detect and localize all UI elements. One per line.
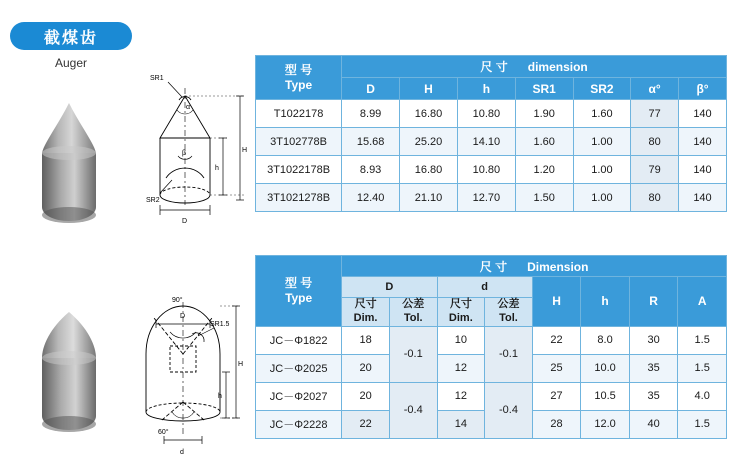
col-header-dimension-en: dimension xyxy=(527,60,588,74)
drawing-label-sr1: SR1 xyxy=(150,75,164,82)
col-header-h: h xyxy=(581,277,630,327)
col-header-SR2: SR2 xyxy=(573,78,631,100)
col-header-d-dim-en: Dim. xyxy=(448,311,473,324)
page-title-badge xyxy=(10,22,132,50)
col-header-type-cn: 型 号 xyxy=(284,62,313,77)
cell-A: 1.5 xyxy=(678,410,727,438)
drawing-label-sr2: SR2 xyxy=(146,197,160,204)
cell-H: 28 xyxy=(532,410,580,438)
cell-h: 10.80 xyxy=(457,156,515,184)
col-header-h: h xyxy=(457,78,515,100)
cell-beta: 140 xyxy=(679,128,727,156)
col-header-dimension xyxy=(342,256,727,277)
table-row xyxy=(256,184,727,212)
cell-D-dim: 22 xyxy=(342,410,390,438)
cell-D-dim: 20 xyxy=(342,382,390,410)
cell-A: 1.5 xyxy=(678,354,727,382)
drawing-label-sr15: SR1.5 xyxy=(210,321,230,328)
col-header-D-tol-cn: 公差 xyxy=(402,298,425,310)
cell-d-tol: -0.4 xyxy=(485,382,533,438)
cell-H: 16.80 xyxy=(400,156,458,184)
drawing-label-d: d xyxy=(180,449,184,456)
col-header-D-dim xyxy=(342,298,390,327)
drawing-label-alpha: α xyxy=(186,104,191,111)
product-photo-bottom xyxy=(14,300,124,445)
col-header-dimension-cn: 尺 寸 xyxy=(480,60,508,74)
dimension-table-bottom xyxy=(255,255,727,439)
cell-d-dim: 12 xyxy=(437,382,485,410)
cell-beta: 140 xyxy=(679,184,727,212)
cell-h: 10.5 xyxy=(581,382,630,410)
col-header-H: H xyxy=(400,78,458,100)
cell-D-tol: -0.4 xyxy=(389,382,437,438)
cell-A: 4.0 xyxy=(678,382,727,410)
cell-R: 35 xyxy=(629,354,677,382)
col-header-dimension xyxy=(342,56,727,78)
drawing-label-90deg: 90° xyxy=(172,297,183,304)
cell-SR1: 1.90 xyxy=(515,100,573,128)
cell-h: 10.0 xyxy=(581,354,630,382)
cell-h: 12.0 xyxy=(581,410,630,438)
technical-drawing-bottom xyxy=(118,262,253,462)
col-header-beta: β° xyxy=(679,78,727,100)
col-header-dimension-en: Dimension xyxy=(527,259,589,274)
cell-h: 10.80 xyxy=(457,100,515,128)
cell-D-dim: 18 xyxy=(342,326,390,354)
cell-d-tol: -0.1 xyxy=(485,326,533,382)
drawing-label-d: D xyxy=(182,218,188,225)
table-row xyxy=(256,326,727,354)
cell-SR1: 1.50 xyxy=(515,184,573,212)
col-header-D-dim-en: Dim. xyxy=(353,311,378,324)
col-header-D-tol xyxy=(389,298,437,327)
cell-alpha: 80 xyxy=(631,184,679,212)
cell-type: 3T1021278B xyxy=(256,184,342,212)
col-header-d-tol-en: Tol. xyxy=(499,311,518,324)
page-title: 截煤齿 xyxy=(43,29,98,47)
cell-H: 27 xyxy=(532,382,580,410)
col-header-D: D xyxy=(342,78,400,100)
cell-SR2: 1.00 xyxy=(573,184,631,212)
col-header-group-D: D xyxy=(342,277,437,298)
cell-SR1: 1.20 xyxy=(515,156,573,184)
cell-d-dim: 12 xyxy=(437,354,485,382)
drawing-label-60deg: 60° xyxy=(158,429,169,436)
drawing-label-H: H xyxy=(242,147,248,154)
col-header-type-en: Type xyxy=(285,77,313,92)
cell-d-dim: 10 xyxy=(437,326,485,354)
cell-type: T1022178 xyxy=(256,100,342,128)
col-header-type-en: Type xyxy=(285,290,313,305)
cell-R: 35 xyxy=(629,382,677,410)
cell-alpha: 80 xyxy=(631,128,679,156)
table-row-header xyxy=(256,56,727,78)
col-header-group-d: d xyxy=(437,277,532,298)
col-header-d-tol-cn: 公差 xyxy=(497,298,520,310)
drawing-label-D: D xyxy=(180,313,186,320)
cell-type: JC－Φ2025 xyxy=(256,354,342,382)
cell-H: 25.20 xyxy=(400,128,458,156)
cell-H: 21.10 xyxy=(400,184,458,212)
cell-D: 15.68 xyxy=(342,128,400,156)
cell-SR2: 1.00 xyxy=(573,156,631,184)
cell-D-dim: 20 xyxy=(342,354,390,382)
drawing-label-beta: β xyxy=(182,150,187,157)
cell-A: 1.5 xyxy=(678,326,727,354)
col-header-dimension-cn: 尺 寸 xyxy=(479,259,508,274)
col-header-D-dim-cn: 尺寸 xyxy=(354,298,377,310)
drawing-label-h: h xyxy=(218,393,222,400)
col-header-R: R xyxy=(629,277,677,327)
drawing-label-h: h xyxy=(215,165,219,172)
cell-R: 40 xyxy=(629,410,677,438)
table-row-header xyxy=(256,256,727,277)
col-header-d-dim xyxy=(437,298,485,327)
cell-H: 16.80 xyxy=(400,100,458,128)
col-header-A: A xyxy=(678,277,727,327)
cell-H: 25 xyxy=(532,354,580,382)
cell-type: JC－Φ2027 xyxy=(256,382,342,410)
cell-SR2: 1.60 xyxy=(573,100,631,128)
cell-H: 22 xyxy=(532,326,580,354)
cell-type: 3T1022178B xyxy=(256,156,342,184)
cell-D: 12.40 xyxy=(342,184,400,212)
cell-type: 3T102778B xyxy=(256,128,342,156)
cell-D: 8.99 xyxy=(342,100,400,128)
table-row xyxy=(256,100,727,128)
cell-D: 8.93 xyxy=(342,156,400,184)
product-photo-top xyxy=(14,95,124,235)
col-header-alpha: α° xyxy=(631,78,679,100)
cell-type: JC－Φ2228 xyxy=(256,410,342,438)
cell-alpha: 79 xyxy=(631,156,679,184)
technical-drawing-top xyxy=(120,60,250,235)
cell-beta: 140 xyxy=(679,156,727,184)
col-header-d-tol xyxy=(485,298,533,327)
cell-SR2: 1.00 xyxy=(573,128,631,156)
cell-h: 12.70 xyxy=(457,184,515,212)
cell-beta: 140 xyxy=(679,100,727,128)
cell-d-dim: 14 xyxy=(437,410,485,438)
table-row xyxy=(256,156,727,184)
col-header-type xyxy=(256,56,342,100)
col-header-D-tol-en: Tol. xyxy=(403,311,423,324)
col-header-type-cn: 型 号 xyxy=(284,275,313,290)
cell-h: 14.10 xyxy=(457,128,515,156)
cell-alpha: 77 xyxy=(631,100,679,128)
dimension-table-top xyxy=(255,55,727,212)
drawing-label-H: H xyxy=(238,361,244,368)
cell-type: JC－Φ1822 xyxy=(256,326,342,354)
col-header-d-dim-cn: 尺寸 xyxy=(449,298,472,310)
cell-R: 30 xyxy=(629,326,677,354)
col-header-SR1: SR1 xyxy=(515,78,573,100)
cell-SR1: 1.60 xyxy=(515,128,573,156)
table-row xyxy=(256,128,727,156)
cell-h: 8.0 xyxy=(581,326,630,354)
table-row xyxy=(256,382,727,410)
col-header-H: H xyxy=(532,277,580,327)
cell-D-tol: -0.1 xyxy=(389,326,437,382)
col-header-type xyxy=(256,256,342,327)
page-subtitle: Auger xyxy=(54,56,88,70)
